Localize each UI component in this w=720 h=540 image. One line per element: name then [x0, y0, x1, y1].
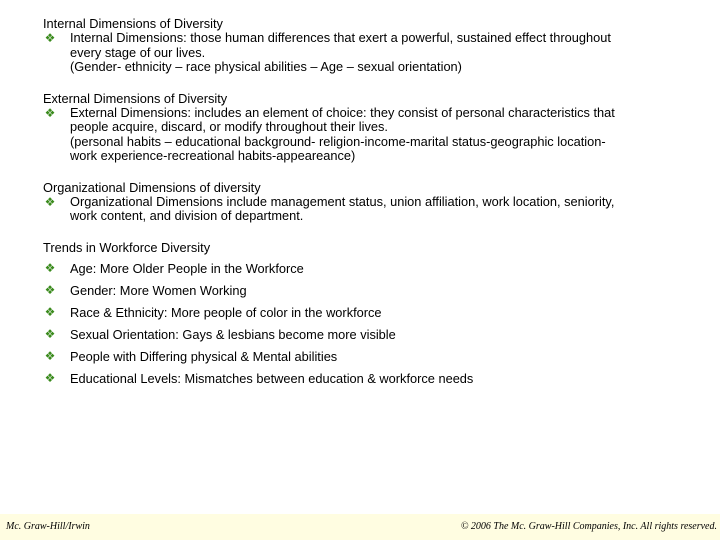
section-heading: Organizational Dimensions of diversity: [43, 179, 261, 195]
diamond-bullet-icon: ❖: [44, 195, 56, 210]
section-heading: External Dimensions of Diversity: [43, 90, 228, 106]
diamond-bullet-icon: ❖: [44, 326, 56, 341]
diamond-bullet-icon: ❖: [44, 106, 56, 121]
diamond-bullet-icon: ❖: [44, 348, 56, 363]
list-item: [43, 283, 693, 299]
section-heading: Trends in Workforce Diversity: [43, 239, 211, 255]
slide-content: [43, 17, 693, 393]
list-item-text: People with Differing physical & Mental abilities: [70, 348, 338, 364]
sub-text: (personal habits – educational background- religion-income-marital status-geographic location-: [70, 133, 606, 149]
diamond-bullet-icon: ❖: [44, 370, 56, 385]
list-item-text: Race & Ethnicity: More people of color in the workforce: [70, 305, 382, 321]
list-item-text: Gender: More Women Working: [70, 283, 247, 299]
section-heading: Internal Dimensions of Diversity: [43, 16, 223, 31]
footer-bar: [0, 514, 720, 540]
diamond-bullet-icon: ❖: [44, 283, 56, 298]
publisher-credit: Mc. Graw-Hill/Irwin: [6, 521, 90, 532]
bullet-line: Internal Dimensions: those human differences that exert a powerful, sustained effect throughout: [70, 30, 611, 46]
sub-text: work experience-recreational habits-appeareance): [70, 148, 356, 164]
section-organizational-dimensions: [43, 181, 693, 224]
bullet-item: [43, 195, 693, 224]
diamond-bullet-icon: ❖: [44, 305, 56, 320]
diamond-bullet-icon: ❖: [44, 31, 56, 46]
bullet-line: work content, and division of department.: [70, 208, 304, 224]
list-item: [43, 261, 693, 277]
list-item: [43, 349, 693, 365]
bullet-item: [43, 106, 693, 135]
bullet-line: every stage of our lives.: [70, 44, 206, 60]
list-item-text: Educational Levels: Mismatches between education & workforce needs: [70, 370, 474, 386]
section-external-dimensions: [43, 92, 693, 164]
bullet-line: people acquire, discard, or modify throughout their lives.: [70, 119, 388, 135]
bullet-line: Organizational Dimensions include management status, union affiliation, work location, seniority,: [70, 194, 615, 210]
bullet-line: External Dimensions: includes an element of choice: they consist of personal characteristics that: [70, 105, 615, 121]
diamond-bullet-icon: ❖: [44, 261, 56, 276]
list-item-text: Age: More Older People in the Workforce: [70, 261, 304, 277]
list-item: [43, 371, 693, 387]
section-workforce-trends: [43, 241, 693, 386]
list-item-text: Sexual Orientation: Gays & lesbians become more visible: [70, 326, 396, 342]
list-item: [43, 327, 693, 343]
sub-text: (Gender- ethnicity – race physical abilities – Age – sexual orientation): [70, 59, 462, 75]
section-internal-dimensions: [43, 17, 693, 75]
list-item: [43, 305, 693, 321]
copyright-notice: © 2006 The Mc. Graw-Hill Companies, Inc. All rights reserved.: [460, 521, 717, 532]
bullet-item: [43, 31, 693, 60]
